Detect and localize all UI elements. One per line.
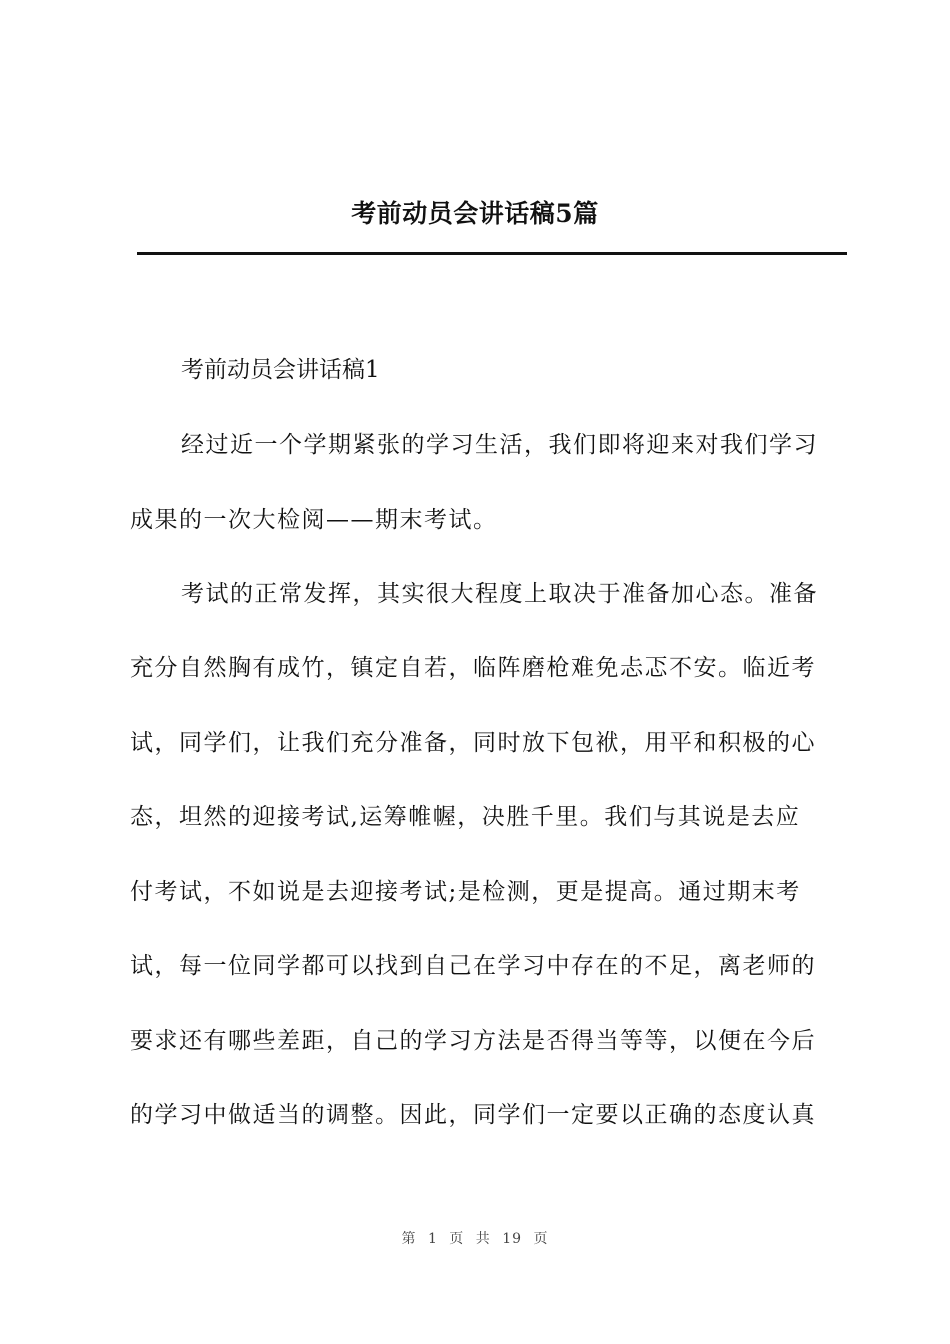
paragraph-line: 的学习中做适当的调整。因此，同学们一定要以正确的态度认真 — [130, 1102, 816, 1128]
paragraph-line: 经过近一个学期紧张的学习生活，我们即将迎来对我们学习 — [181, 432, 818, 458]
paragraph-line: 充分自然胸有成竹，镇定自若，临阵磨枪难免忐忑不安。临近考 — [130, 655, 816, 681]
paragraph-line: 试，每一位同学都可以找到自己在学习中存在的不足，离老师的 — [130, 953, 816, 979]
document-title: 考前动员会讲话稿5篇 — [351, 199, 599, 228]
paragraph-line: 成果的一次大检阅——期末考试。 — [130, 507, 498, 533]
paragraph-line: 态，坦然的迎接考试,运筹帷幄，决胜千里。我们与其说是去应 — [130, 804, 801, 830]
paragraph-line: 试，同学们，让我们充分准备，同时放下包袱，用平和积极的心 — [130, 730, 816, 756]
page-number-footer: 第 1 页 共 19 页 — [401, 1231, 549, 1247]
section-heading: 考前动员会讲话稿1 — [181, 357, 380, 383]
paragraph-line: 考试的正常发挥，其实很大程度上取决于准备加心态。准备 — [181, 581, 818, 607]
paragraph-line: 付考试，不如说是去迎接考试;是检测，更是提高。通过期末考 — [130, 879, 801, 905]
paragraph-line: 要求还有哪些差距，自己的学习方法是否得当等等，以便在今后 — [130, 1028, 816, 1054]
title-divider — [137, 252, 847, 255]
